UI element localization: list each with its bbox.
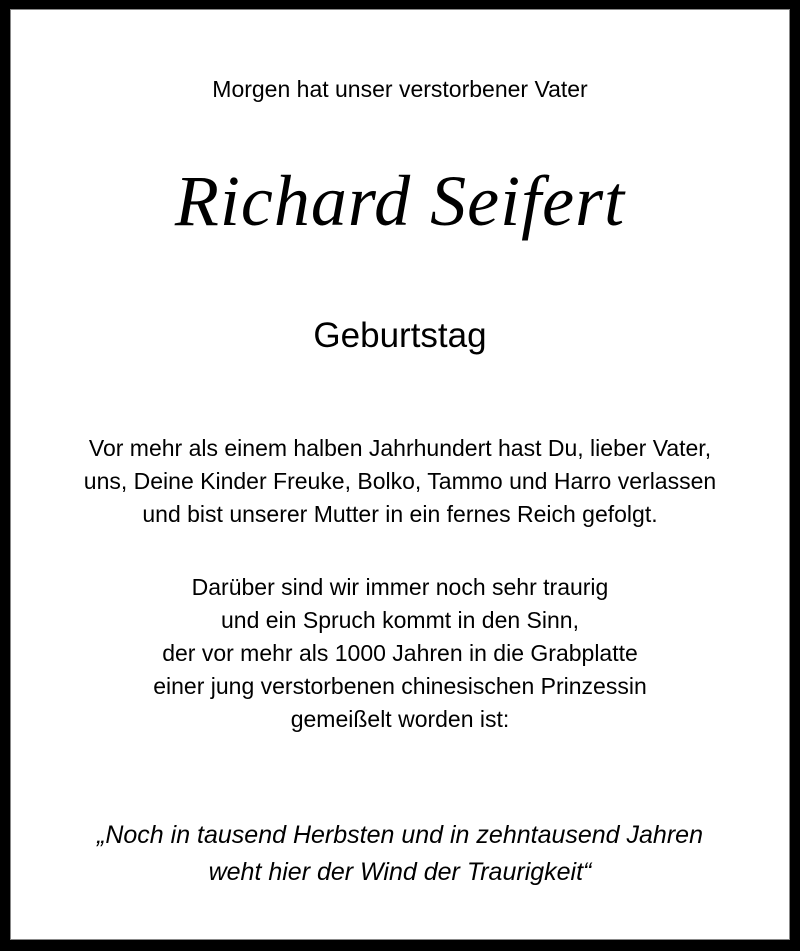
- text-line: einer jung verstorbenen chinesischen Prinzessin: [153, 673, 647, 699]
- intro-text: Morgen hat unser verstorbener Vater: [212, 76, 588, 102]
- text-line: uns, Deine Kinder Freuke, Bolko, Tammo und Harro verlassen: [83, 468, 717, 494]
- text-line: gemeißelt worden ist:: [290, 706, 510, 732]
- text-line: Vor mehr als einem halben Jahrhundert hast Du, lieber Vater,: [88, 435, 712, 461]
- text-line: und ein Spruch kommt in den Sinn,: [221, 607, 579, 633]
- deceased-name: Richard Seifert: [174, 161, 626, 241]
- paragraph-1: [11, 432, 789, 531]
- quote-line: „Noch in tausend Herbsten und in zehntausend Jahren: [97, 821, 703, 849]
- announcement-frame: [10, 9, 790, 940]
- text-line: und bist unserer Mutter in ein fernes Reich gefolgt.: [142, 501, 658, 527]
- occasion-heading: Geburtstag: [313, 316, 487, 355]
- text-line: der vor mehr als 1000 Jahren in die Grabplatte: [162, 640, 638, 666]
- quote-line: weht hier der Wind der Traurigkeit“: [208, 858, 592, 886]
- text-line: Darüber sind wir immer noch sehr traurig: [191, 574, 609, 600]
- paragraph-2: [11, 571, 789, 736]
- quote: [11, 817, 789, 891]
